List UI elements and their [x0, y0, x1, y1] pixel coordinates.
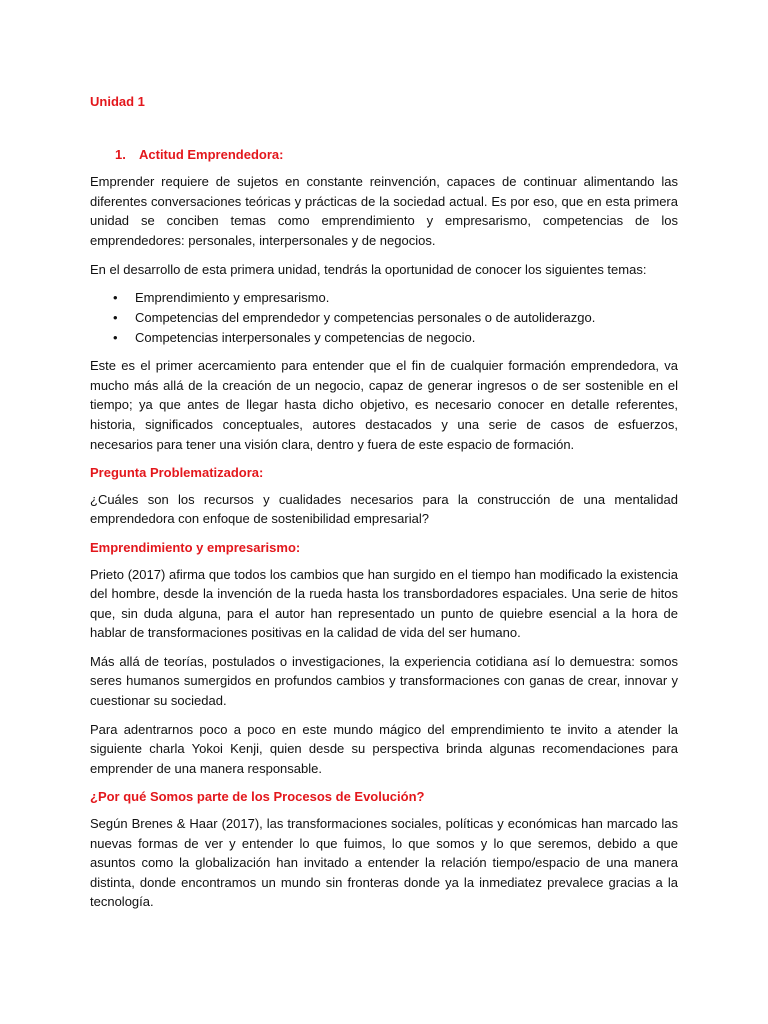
paragraph-intro: Emprender requiere de sujetos en constante reinvención, capaces de continuar alimentando las diferentes conversaciones teóricas y prácticas de la sociedad actual. Es por eso, que en esta primera unidad se conciben temas como emprendimiento y empresarismo, competencias de los emprendedores: personales, interpersonales y de negocios.	[90, 174, 678, 248]
heading-evolucion: ¿Por qué Somos parte de los Procesos de Evolución?	[90, 789, 425, 805]
paragraph-topics-intro: En el desarrollo de esta primera unidad, tendrás la oportunidad de conocer los siguientes temas:	[90, 261, 647, 277]
list-item	[90, 308, 678, 328]
bullet-icon: •	[113, 310, 118, 326]
paragraph-first-approach: Este es el primer acercamiento para entender que el fin de cualquier formación emprendedora, va mucho más allá de la creación de un negocio, capaz de generar ingresos o de ser sostenible en el tiempo; ya que antes de llegar hasta dicho objetivo, es necesario conocer en detalle referentes, historia, significados conceptuales, autores destacados y una serie de casos de esfuerzos, necesarios para tener una visión clara, dentro y fuera de este espacio de formación.	[90, 358, 678, 452]
section-number: 1.	[115, 146, 126, 162]
paragraph-question: ¿Cuáles son los recursos y cualidades necesarios para la construcción de una mentalidad emprendedora con enfoque de sostenibilidad empresarial?	[90, 491, 678, 527]
list-item-text: Competencias interpersonales y competencias de negocio.	[135, 330, 476, 346]
heading-pregunta-problematizadora: Pregunta Problematizadora:	[90, 465, 264, 481]
bullet-icon: •	[113, 290, 118, 306]
list-item	[90, 288, 678, 308]
paragraph-brenes-haar: Según Brenes & Haar (2017), las transformaciones sociales, políticas y económicas han marcado las nuevas formas de ver y entender lo que fuimos, lo que somos y lo que seremos, debido a que asuntos como la globalización han invitado a entender la relación tiempo/espacio de una manera distinta, donde encontramos un mundo sin fronteras donde ya la inmediatez prevalece gracias a la tecnología.	[90, 816, 678, 910]
section-heading-actitud	[115, 145, 678, 165]
list-item	[90, 328, 678, 348]
list-item-text: Emprendimiento y empresarismo.	[135, 290, 330, 306]
list-item-text: Competencias del emprendedor y competencias personales o de autoliderazgo.	[135, 310, 596, 326]
topics-list	[90, 288, 678, 348]
bullet-icon: •	[113, 330, 118, 346]
paragraph-charla: Para adentrarnos poco a poco en este mundo mágico del emprendimiento te invito a atender la siguiente charla Yokoi Kenji, quien desde su perspectiva brinda algunas recomendaciones para emprender de una manera responsable.	[90, 721, 678, 776]
document-content	[90, 92, 678, 921]
paragraph-experiencia: Más allá de teorías, postulados o investigaciones, la experiencia cotidiana así lo demuestra: somos seres humanos sumergidos en profundos cambios y transformaciones con ganas de crear, innovar y cuestionar su sociedad.	[90, 653, 678, 709]
paragraph-prieto: Prieto (2017) afirma que todos los cambios que han surgido en el tiempo han modificado la existencia del hombre, desde la invención de la rueda hasta los transbordadores espaciales. Una serie de hitos que, sin duda alguna, para el autor han representado un punto de quiebre esencial a la hora de hablar de transformaciones positivas en la calidad de vida del ser humano.	[90, 566, 678, 641]
heading-emprendimiento: Emprendimiento y empresarismo:	[90, 539, 301, 555]
section-title: Actitud Emprendedora:	[139, 146, 284, 162]
unit-title: Unidad 1	[90, 94, 145, 109]
